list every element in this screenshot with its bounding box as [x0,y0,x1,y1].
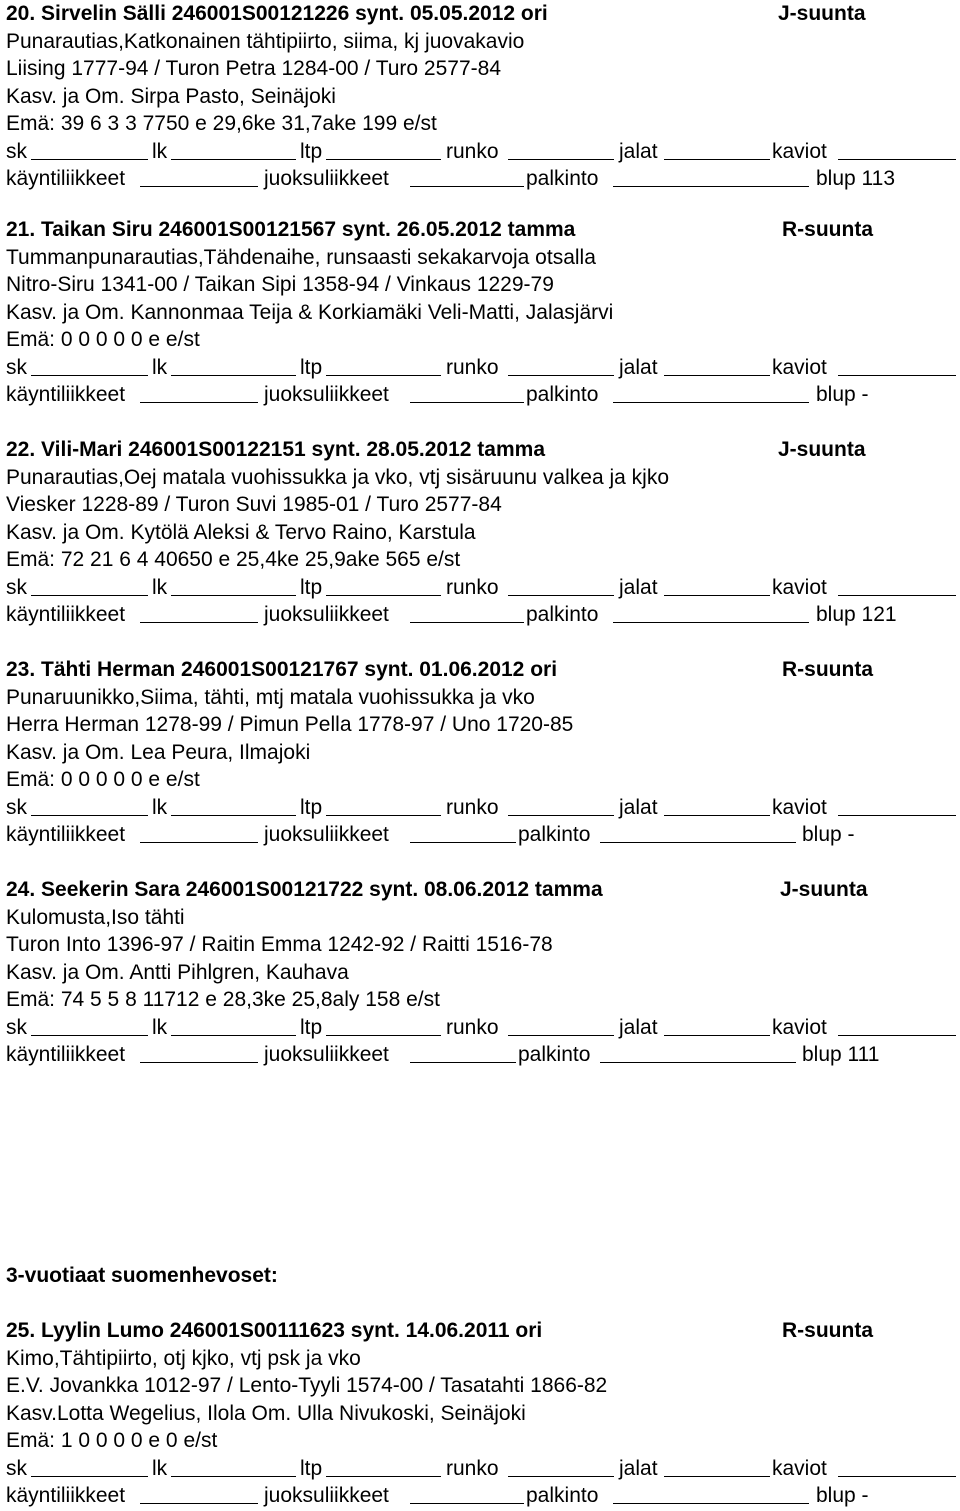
entry-title: 20. Sirvelin Sälli 246001S00121226 synt. 05.05.2012 ori [6,2,548,25]
blup-value: blup 121 [816,603,897,626]
dam-info: Emä: 72 21 6 4 40650 e 25,4ke 25,9ake 565 e/st [6,548,461,571]
breeder-owner: Kasv. ja Om. Sirpa Pasto, Seinäjoki [6,84,336,108]
jalat-label: jalat [619,1015,658,1039]
lk-label: lk [152,795,168,819]
juoksuliikkeet-label: juoksuliikkeet [264,823,389,846]
jalat-label: jalat [619,575,658,599]
jalat-blank [664,815,770,816]
juoksuliikkeet-label: juoksuliikkeet [264,1484,389,1507]
juoksuliikkeet-label: juoksuliikkeet [264,383,389,406]
sk-label: sk [6,1456,27,1480]
section-heading: 3-vuotiaat suomenhevoset: [6,1264,278,1287]
kaviot-label: kaviot [772,355,827,379]
kaviot-blank [838,1035,956,1036]
lk-blank [171,159,296,160]
jalat-blank [664,159,770,160]
entry-heading [6,656,958,684]
lk-label: lk [152,1015,168,1039]
breeder-owner: Kasv.Lotta Wegelius, Ilola Om. Ulla Nivukoski, Seinäjoki [6,1401,526,1425]
pedigree: Turon Into 1396-97 / Raitin Emma 1242-92 / Raitti 1516-78 [6,933,553,956]
kayntiliikkeet-blank [140,402,258,403]
sk-blank [31,1476,148,1477]
score-row-1 [6,354,958,382]
score-row-2 [6,1482,958,1510]
juoksuliikkeet-blank [410,1062,516,1063]
jalat-blank [664,1035,770,1036]
dam-info: Emä: 0 0 0 0 0 e e/st [6,768,200,791]
sk-label: sk [6,355,27,379]
lk-blank [171,595,296,596]
direction-label: J-suunta [780,878,868,901]
direction-label: R-suunta [782,218,873,241]
score-row-1 [6,574,958,602]
score-row-2 [6,821,958,849]
palkinto-blank [613,186,809,187]
juoksuliikkeet-label: juoksuliikkeet [264,167,389,190]
kayntiliikkeet-label: käyntiliikkeet [6,823,126,846]
kaviot-label: kaviot [772,1456,827,1480]
juoksuliikkeet-label: juoksuliikkeet [264,1043,389,1066]
kayntiliikkeet-label: käyntiliikkeet [6,167,126,190]
horse-entry [6,216,958,409]
entry-heading [6,0,958,28]
jalat-label: jalat [619,795,658,819]
color-description: Punaruunikko,Siima, tähti, mtj matala vuohissukka ja vko [6,685,535,709]
palkinto-label: palkinto [526,383,599,406]
score-row-2 [6,1041,958,1069]
color-description: Kulomusta,Iso tähti [6,905,185,929]
ltp-label: ltp [300,1015,323,1039]
ltp-blank [326,815,441,816]
blup-value: blup 111 [802,1043,880,1066]
runko-blank [508,159,614,160]
palkinto-blank [613,1503,809,1504]
blup-value: blup - [816,383,869,406]
color-description: Tummanpunarautias,Tähdenaihe, runsaasti sekakarvoja otsalla [6,245,596,269]
horse-entry [6,876,958,1069]
color-description: Kimo,Tähtipiirto, otj kjko, vtj psk ja vko [6,1346,361,1370]
kayntiliikkeet-label: käyntiliikkeet [6,1043,126,1066]
breeder-owner: Kasv. ja Om. Kytölä Aleksi & Tervo Raino, Karstula [6,520,476,544]
juoksuliikkeet-blank [410,622,524,623]
direction-label: R-suunta [782,1319,873,1342]
jalat-blank [664,1476,770,1477]
pedigree: Nitro-Siru 1341-00 / Taikan Sipi 1358-94 / Vinkaus 1229-79 [6,273,554,296]
ltp-blank [326,1035,441,1036]
score-row-1 [6,1014,958,1042]
score-row-2 [6,381,958,409]
juoksuliikkeet-label: juoksuliikkeet [264,603,389,626]
runko-blank [508,1035,614,1036]
palkinto-label: palkinto [518,823,591,846]
runko-label: runko [446,575,499,599]
ltp-label: ltp [300,795,323,819]
sk-label: sk [6,575,27,599]
entry-heading [6,216,958,244]
score-row-1 [6,794,958,822]
lk-label: lk [152,139,168,163]
breeder-owner: Kasv. ja Om. Antti Pihlgren, Kauhava [6,960,349,984]
kaviot-blank [838,159,956,160]
entry-heading [6,876,958,904]
juoksuliikkeet-blank [410,1503,524,1504]
ltp-blank [326,375,441,376]
score-row-2 [6,165,958,193]
color-description: Punarautias,Katkonainen tähtipiirto, siima, kj juovakavio [6,29,525,53]
runko-blank [508,595,614,596]
palkinto-blank [613,622,809,623]
runko-blank [508,1476,614,1477]
sk-blank [31,1035,148,1036]
palkinto-label: palkinto [518,1043,591,1066]
dam-info: Emä: 1 0 0 0 0 e 0 e/st [6,1429,218,1452]
kaviot-label: kaviot [772,795,827,819]
lk-label: lk [152,1456,168,1480]
sk-blank [31,159,148,160]
runko-label: runko [446,139,499,163]
entry-heading [6,1317,958,1345]
sk-label: sk [6,139,27,163]
lk-label: lk [152,355,168,379]
horse-entry [6,656,958,849]
ltp-label: ltp [300,1456,323,1480]
palkinto-label: palkinto [526,603,599,626]
lk-blank [171,1035,296,1036]
direction-label: R-suunta [782,658,873,681]
pedigree: Herra Herman 1278-99 / Pimun Pella 1778-97 / Uno 1720-85 [6,713,574,736]
runko-label: runko [446,1015,499,1039]
blup-value: blup - [816,1484,869,1507]
palkinto-blank [600,1062,796,1063]
juoksuliikkeet-blank [410,402,524,403]
kayntiliikkeet-label: käyntiliikkeet [6,383,126,406]
ltp-label: ltp [300,575,323,599]
ltp-blank [326,159,441,160]
lk-label: lk [152,575,168,599]
breeder-owner: Kasv. ja Om. Kannonmaa Teija & Korkiamäki Veli-Matti, Jalasjärvi [6,300,614,324]
direction-label: J-suunta [778,2,866,25]
jalat-blank [664,595,770,596]
kayntiliikkeet-blank [140,1503,258,1504]
entry-title: 23. Tähti Herman 246001S00121767 synt. 01.06.2012 ori [6,658,558,681]
score-row-1 [6,138,958,166]
entry-title: 21. Taikan Siru 246001S00121567 synt. 26.05.2012 tamma [6,218,576,241]
sk-label: sk [6,1015,27,1039]
direction-label: J-suunta [778,438,866,461]
kayntiliikkeet-label: käyntiliikkeet [6,603,126,626]
horse-entry [6,1317,958,1510]
entry-title: 22. Vili-Mari 246001S00122151 synt. 28.05.2012 tamma [6,438,545,461]
palkinto-blank [600,842,796,843]
kayntiliikkeet-blank [140,842,258,843]
lk-blank [171,375,296,376]
kayntiliikkeet-blank [140,186,258,187]
runko-label: runko [446,795,499,819]
runko-blank [508,375,614,376]
kaviot-label: kaviot [772,1015,827,1039]
blup-value: blup 113 [816,167,896,190]
juoksuliikkeet-blank [410,186,524,187]
blup-value: blup - [802,823,855,846]
jalat-label: jalat [619,355,658,379]
horse-entry [6,0,958,193]
dam-info: Emä: 0 0 0 0 0 e e/st [6,328,200,351]
palkinto-label: palkinto [526,167,599,190]
ltp-label: ltp [300,139,323,163]
sk-blank [31,595,148,596]
horse-entry [6,436,958,629]
juoksuliikkeet-blank [410,842,516,843]
jalat-label: jalat [619,139,658,163]
score-row-2 [6,601,958,629]
palkinto-blank [613,402,809,403]
sk-blank [31,815,148,816]
kayntiliikkeet-blank [140,1062,258,1063]
dam-info: Emä: 39 6 3 3 7750 e 29,6ke 31,7ake 199 e/st [6,112,437,135]
entry-heading [6,436,958,464]
kayntiliikkeet-blank [140,622,258,623]
runko-blank [508,815,614,816]
sk-label: sk [6,795,27,819]
sk-blank [31,375,148,376]
lk-blank [171,1476,296,1477]
score-row-1 [6,1455,958,1483]
kaviot-blank [838,595,956,596]
entry-title: 25. Lyylin Lumo 246001S00111623 synt. 14.06.2011 ori [6,1319,543,1342]
runko-label: runko [446,355,499,379]
lk-blank [171,815,296,816]
pedigree: E.V. Jovankka 1012-97 / Lento-Tyyli 1574-00 / Tasatahti 1866-82 [6,1374,608,1397]
jalat-label: jalat [619,1456,658,1480]
kayntiliikkeet-label: käyntiliikkeet [6,1484,126,1507]
ltp-blank [326,595,441,596]
pedigree: Viesker 1228-89 / Turon Suvi 1985-01 / Turo 2577-84 [6,493,502,516]
color-description: Punarautias,Oej matala vuohissukka ja vko, vtj sisäruunu valkea ja kjko [6,465,669,489]
kaviot-blank [838,1476,956,1477]
dam-info: Emä: 74 5 5 8 11712 e 28,3ke 25,8aly 158 e/st [6,988,440,1011]
kaviot-label: kaviot [772,139,827,163]
kaviot-blank [838,375,956,376]
jalat-blank [664,375,770,376]
kaviot-blank [838,815,956,816]
kaviot-label: kaviot [772,575,827,599]
ltp-blank [326,1476,441,1477]
breeder-owner: Kasv. ja Om. Lea Peura, Ilmajoki [6,740,311,764]
entry-title: 24. Seekerin Sara 246001S00121722 synt. 08.06.2012 tamma [6,878,603,901]
runko-label: runko [446,1456,499,1480]
pedigree: Liising 1777-94 / Turon Petra 1284-00 / Turo 2577-84 [6,57,501,80]
ltp-label: ltp [300,355,323,379]
palkinto-label: palkinto [526,1484,599,1507]
